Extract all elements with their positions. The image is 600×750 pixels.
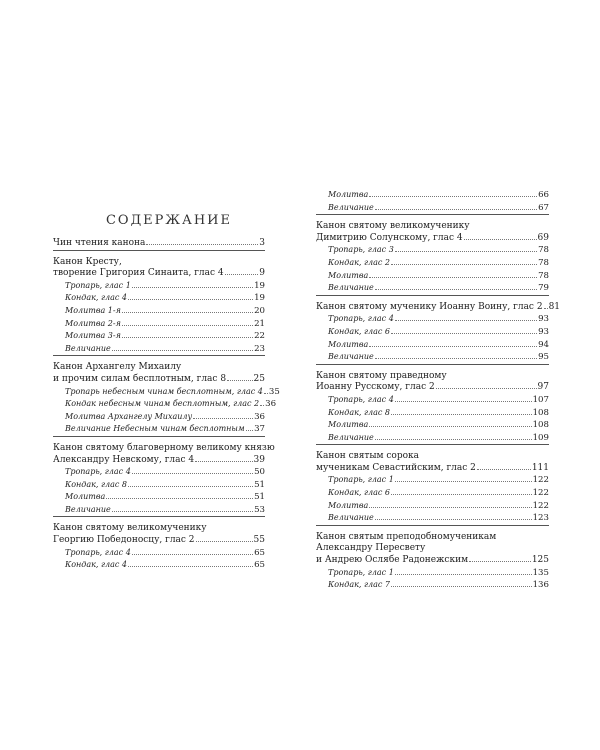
subentry-title: Кондак, глас 6 [328,488,390,498]
subentry-page: 108 [532,420,549,431]
subentry-title: Кондак, глас 4 [65,293,127,303]
dot-leader [395,573,532,575]
dot-leader [369,276,537,278]
toc-subentry[interactable] [53,423,265,436]
subentry-page: 94 [538,339,549,350]
subentry-title: Тропарь, глас 4 [328,394,394,404]
toc-entry-title-line: Канон Архангелу Михаилу [53,362,182,373]
dot-leader [128,565,253,567]
toc-entry-title: Чин чтения канона [53,238,146,248]
dot-leader [369,425,531,427]
dot-leader [391,585,532,587]
toc-subentry[interactable] [316,394,549,407]
subentry-page: 78 [538,257,549,268]
subentry-page: 19 [254,280,265,291]
subentry-title: Молитва [328,270,369,280]
dot-leader [106,497,253,499]
toc-subentry[interactable] [53,411,265,424]
dot-leader [469,560,531,562]
subentry-title: Величание [328,202,374,212]
toc-entry-title: и Андрею Ослябе Радонежским [316,555,469,566]
subentry-page: 122 [532,500,549,511]
toc-entry-title: Иоанну Русскому, глас 2 [316,382,435,393]
toc-subentry[interactable] [316,474,549,487]
subentry-page: 36 [254,411,265,422]
dot-leader [369,345,537,347]
toc-subentry[interactable] [53,466,265,479]
toc-entry-page: 97 [537,382,549,393]
toc-entry-title: творение Григория Синаита, глас 4 [53,268,224,279]
toc-subentry[interactable] [316,512,549,525]
subentry-title: Молитва [65,492,106,502]
dot-leader [193,417,253,419]
toc-subentry[interactable] [53,343,265,356]
subentry-title: Молитва [328,500,369,510]
subentry-page: 122 [532,488,549,499]
contents-heading: СОДЕРЖАНИЕ [105,213,233,228]
subentry-title: Тропарь небесным чинам бесплотным, глас 4 [65,386,263,396]
dot-leader [196,540,253,542]
subentry-title: Величание [65,504,111,514]
toc-entry-page: 69 [537,232,549,243]
subentry-page: 122 [532,475,549,486]
toc-subentry[interactable] [53,479,265,492]
toc-subentry[interactable] [316,432,549,445]
subentry-title: Тропарь, глас 4 [328,314,394,324]
toc-subentry[interactable] [53,398,277,411]
toc-subentry[interactable] [53,292,265,305]
toc-entry-title: Александру Невскому, глас 4 [53,454,195,465]
subentry-page: 36 [265,399,277,410]
subentry-page: 135 [532,567,549,578]
subentry-page: 51 [254,479,265,490]
subentry-title: Величание [328,352,374,362]
subentry-page: 78 [538,245,549,256]
toc-subentry[interactable] [316,487,549,500]
subentry-title: Кондак небесным чинам бесплотным, глас 2 [65,399,260,409]
left-page-column [53,213,280,578]
toc-entry-title: и прочим силам бесплотным, глас 8 [53,373,227,384]
subentry-title: Тропарь, глас 4 [65,467,131,477]
subentry-page: 78 [538,270,549,281]
dot-leader [264,392,268,394]
subentry-title: Кондак, глас 4 [65,560,127,570]
toc-entry-title-line: Канон Кресту, [53,256,122,267]
toc-section-7 [316,301,561,365]
subentry-title: Кондак, глас 2 [328,257,390,267]
subentry-page: 136 [532,580,549,591]
subentry-page: 51 [254,492,265,503]
subentry-title: Молитва 1-я [65,305,121,315]
subentry-page: 23 [254,343,265,354]
dot-leader [375,288,537,290]
subentry-title: Кондак, глас 7 [328,580,390,590]
dot-leader [122,336,253,338]
toc-entry-page: 55 [253,535,265,546]
dot-leader [375,518,532,520]
subentry-page: 123 [532,513,549,524]
subentry-page: 67 [538,202,549,213]
dot-leader [395,250,537,252]
toc-entry-page: 3 [259,238,265,248]
dot-leader [391,413,532,415]
toc-entry[interactable] [53,455,265,467]
toc-entry-title: Георгию Победоносцу, глас 2 [53,535,195,546]
subentry-page: 35 [268,386,280,397]
dot-leader [246,429,253,431]
toc-subentry[interactable] [316,282,549,295]
toc-entry-title: мученикам Севастийским, глас 2 [316,462,476,473]
toc-subentry[interactable] [316,567,549,580]
right-page-column [316,189,561,598]
subentry-page: 66 [538,190,549,200]
toc-subentry[interactable] [53,330,265,343]
toc-entry[interactable] [53,535,265,547]
toc-entry[interactable] [53,238,265,250]
toc-subentry[interactable] [53,386,280,399]
dot-leader [146,243,258,245]
dot-leader [227,379,253,381]
subentry-page: 21 [254,318,265,329]
subentry-page: 37 [254,424,265,435]
dot-leader [369,195,537,197]
toc-section-8 [316,371,549,446]
subentry-page: 108 [532,407,549,418]
dot-leader [375,208,537,210]
toc-entry[interactable] [316,301,561,314]
toc-subentry[interactable] [316,244,549,257]
toc-section-10 [316,532,549,592]
dot-leader [132,553,253,555]
dot-leader [122,324,253,326]
dot-leader [112,510,253,512]
subentry-title: Молитва [328,339,369,349]
toc-subentry[interactable] [53,305,265,318]
dot-leader [128,298,253,300]
subentry-title: Молитва 2-я [65,318,121,328]
dot-leader [375,438,532,440]
dot-leader [391,263,537,265]
subentry-title: Молитва Архангелу Михаилу [65,411,193,421]
subentry-page: 93 [538,326,549,337]
subentry-page: 20 [254,305,265,316]
subentry-title: Величание [328,283,374,293]
dot-leader [436,387,537,389]
subentry-title: Кондак, глас 6 [328,326,390,336]
dot-leader [122,311,253,313]
dot-leader [375,357,537,359]
dot-leader [112,349,253,351]
toc-entry-title-line: Канон святым преподобномученикам [316,531,497,542]
subentry-title: Тропарь, глас 4 [65,547,131,557]
toc-entry-title-line: Канон святому великомученику [316,221,470,232]
toc-entry[interactable] [316,233,549,245]
toc-subentry[interactable] [316,351,549,364]
subentry-page: 95 [538,352,549,363]
toc-subentry[interactable] [316,407,549,420]
subentry-page: 50 [254,467,265,478]
toc-subentry[interactable] [316,326,549,339]
toc-section-1 [53,238,265,251]
subentry-page: 93 [538,314,549,325]
subentry-title: Тропарь, глас 3 [328,245,394,255]
subentry-title: Молитва [328,420,369,430]
toc-subentry[interactable] [316,257,549,270]
toc-subentry[interactable] [316,313,549,326]
subentry-title: Величание [328,432,374,442]
dot-leader [195,460,252,462]
toc-section-4 [53,442,275,518]
toc-entry-title-line: Канон святым сорока [316,451,420,462]
toc-subentry[interactable] [316,270,549,283]
dot-leader [391,332,537,334]
subentry-title: Молитва 3-я [65,331,121,341]
toc-subentry[interactable] [316,500,549,513]
subentry-page: 22 [254,331,265,342]
toc-entry-page: 111 [531,462,549,473]
toc-subentry[interactable] [316,189,549,202]
subentry-title: Тропарь, глас 1 [328,567,394,577]
toc-subentry[interactable] [316,419,549,432]
dot-leader [395,400,532,402]
toc-section-5 [53,523,265,571]
subentry-title: Тропарь, глас 1 [65,280,131,290]
toc-subentry[interactable] [53,547,265,560]
toc-entry[interactable] [53,374,265,386]
dot-leader [395,319,537,321]
toc-entry-page: 125 [531,555,549,566]
toc-subentry[interactable] [53,280,265,293]
subentry-page: 65 [254,560,265,571]
toc-section-6 [316,221,549,296]
subentry-page: 65 [254,547,265,558]
dot-leader [477,468,531,470]
dot-leader [132,286,253,288]
dot-leader [544,307,548,309]
toc-entry-title-line: Канон святому великомученику [53,523,207,534]
subentry-title: Кондак, глас 8 [328,407,390,417]
toc-subentry[interactable] [316,339,549,352]
toc-entry-title-line: Канон святому благоверному великому князю [53,442,275,453]
dot-leader [391,493,532,495]
subentry-title: Величание Небесным чинам бесплотным [65,424,245,434]
dot-leader [260,404,264,406]
dot-leader [369,506,531,508]
dot-leader [128,485,253,487]
subentry-page: 79 [538,283,549,294]
toc-section-2 [53,257,265,357]
subentry-page: 19 [254,293,265,304]
dot-leader [132,472,253,474]
dot-leader [225,273,259,275]
toc-entry-title-line: Канон святому праведному [316,370,447,381]
subentry-page: 109 [532,432,549,443]
subentry-page: 53 [254,504,265,515]
dot-leader [464,238,537,240]
toc-section-continued [316,189,549,215]
subentry-title: Величание [65,343,111,353]
subentry-title: Тропарь, глас 1 [328,475,394,485]
toc-subentry[interactable] [53,504,265,517]
toc-entry[interactable] [316,555,549,567]
toc-entry-page: 9 [259,268,265,279]
toc-section-3 [53,362,280,437]
toc-subentry[interactable] [316,202,549,215]
toc-subentry[interactable] [53,559,265,572]
subentry-title: Величание [328,513,374,523]
toc-entry-page: 81 [548,301,561,312]
toc-entry-title-line: Александру Пересвету [316,543,426,554]
toc-subentry[interactable] [53,491,265,504]
toc-entry[interactable] [316,382,549,394]
toc-entry-title: Димитрию Солунскому, глас 4 [316,232,463,243]
toc-entry[interactable] [53,268,265,280]
dot-leader [395,480,532,482]
subentry-page: 107 [532,394,549,405]
toc-entry[interactable] [316,463,549,475]
subentry-title: Кондак, глас 8 [65,479,127,489]
toc-entry-page: 39 [253,454,265,465]
toc-subentry[interactable] [53,318,265,331]
toc-entry-title: Канон святому мученику Иоанну Воину, глас 2 [316,301,543,312]
subentry-title: Молитва [328,190,369,199]
toc-entry-page: 25 [253,373,265,384]
toc-section-9 [316,451,549,526]
toc-subentry[interactable] [316,579,549,592]
